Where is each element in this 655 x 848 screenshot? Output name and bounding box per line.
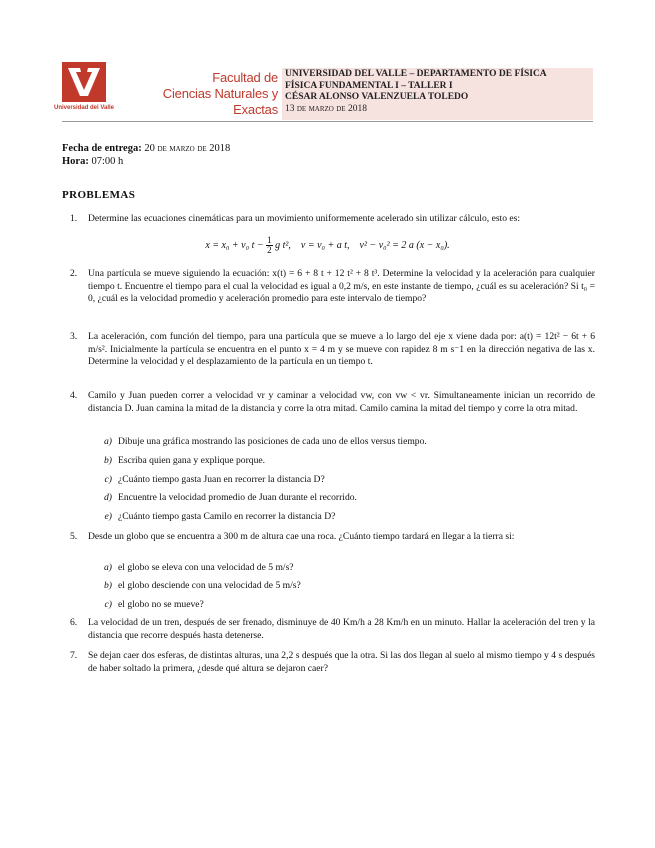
instructor-line: CÉSAR ALONSO VALENZUELA TOLEDO xyxy=(285,92,469,102)
course-line: FÍSICA FUNDAMENTAL I – TALLER I xyxy=(285,80,453,91)
problem-4b xyxy=(92,455,592,467)
problem-number: 6. xyxy=(70,617,78,628)
item-letter: c) xyxy=(104,474,112,485)
faculty-name xyxy=(118,70,278,118)
item-letter: a) xyxy=(104,562,112,573)
problem-number: 1. xyxy=(70,213,78,224)
problem-5c xyxy=(92,599,592,611)
item-text: ¿Cuánto tiempo gasta Juan en recorrer la distancia D? xyxy=(118,474,325,485)
problem-4 xyxy=(70,390,595,415)
problem-text: Determine las ecuaciones cinemáticas para un movimiento uniformemente acelerado sin utilizar cálculo, esto es: xyxy=(88,213,521,224)
section-title: PROBLEMAS xyxy=(62,189,136,201)
problem-1 xyxy=(70,213,595,226)
header-box xyxy=(282,68,593,120)
problem-text: Una partícula se mueve siguiendo la ecuación: x(t) = 6 + 8 t + 12 t² + 8 t³. Determine la velocidad y la aceleración para cualquier tiempo t. Encuentre el tiempo para el cual la velocidad es igual a 0,2 m/s, en este instante de tiempo, ¿cuál es su aceleración? Si t₀ = 0, ¿cuál es la velocidad promedio y aceleración promedio para este intervalo de tiempo? xyxy=(88,268,595,305)
problem-6 xyxy=(70,617,595,642)
problem-number: 3. xyxy=(70,331,78,342)
eq-position-post: g t², xyxy=(275,239,291,251)
due-label: Fecha de entrega: xyxy=(62,143,142,154)
problem-text: Desde un globo que se encuentra a 300 m de altura cae una roca. ¿Cuánto tiempo tardará en llegar a la tierra si: xyxy=(88,531,515,542)
problem-4c xyxy=(92,474,592,486)
item-text: el globo desciende con una velocidad de 5 m/s? xyxy=(118,580,301,591)
problem-5 xyxy=(70,531,595,544)
item-letter: e) xyxy=(104,511,112,522)
problem-number: 7. xyxy=(70,650,78,661)
item-text: ¿Cuánto tiempo gasta Camilo en recorrer la distancia D? xyxy=(118,511,336,522)
problem-4e xyxy=(92,511,592,523)
frac-den: 2 xyxy=(267,245,272,255)
item-letter: b) xyxy=(104,580,112,591)
item-text: Encuentre la velocidad promedio de Juan durante el recorrido. xyxy=(118,492,357,503)
university-logo xyxy=(53,62,115,118)
item-letter: a) xyxy=(104,436,112,447)
date-line: 13 de marzo de 2018 xyxy=(285,103,367,114)
logo-text: Universidad del Valle xyxy=(53,105,115,111)
eq-velocity: v = v₀ + a t, xyxy=(300,239,350,251)
problem-text: Camilo y Juan pueden correr a velocidad vr y caminar a velocidad vw, con vw < vr. Simultaneamente inician un recorrido de distancia D. Juan camina la mitad de la distancia y corre la otra mitad. Camilo camina la mitad del tiempo y corre la otra mitad. xyxy=(88,390,595,414)
item-text: el globo se eleva con una velocidad de 5 m/s? xyxy=(118,562,294,573)
problem-text: Se dejan caer dos esferas, de distintas alturas, una 2,2 s después que la otra. Si las dos llegan al suelo al mismo tiempo y 4 s después de haber soltado la primera, ¿desde qué altura se dejaron caer? xyxy=(88,650,595,674)
problem-number: 4. xyxy=(70,390,78,401)
item-letter: c) xyxy=(104,599,112,610)
time-label: Hora: xyxy=(62,156,89,167)
problem-number: 2. xyxy=(70,268,78,279)
eq-position-pre: x = x₀ + v₀ t − xyxy=(205,239,264,251)
item-text: Escriba quien gana y explique porque. xyxy=(118,455,266,466)
problem-text: La aceleración, com función del tiempo, para una partícula que se mueve a lo largo del eje x viene dada por: a(t) = 12t² − 6t + 6 m/s². Inicialmente la partícula se encuentra en el punto x = 4 m y se mueve con rapidez 8 m s⁻1 en la dirección negativa de las x. Determine la velocidad y el desplazamiento de la partícula en un tiempo t. xyxy=(88,331,595,368)
time-value: 07:00 h xyxy=(91,156,124,167)
problem-2 xyxy=(70,268,595,306)
faculty-line2: Ciencias Naturales y Exactas xyxy=(162,86,278,117)
item-text: el globo no se mueve? xyxy=(118,599,204,610)
header-rule xyxy=(62,121,593,122)
problem-number: 5. xyxy=(70,531,78,542)
fraction-half xyxy=(266,236,273,255)
problem-text: La velocidad de un tren, después de ser frenado, disminuye de 40 Km/h a 28 Km/h en un minuto. Hallar la aceleración del tren y la distancia que recorre después hasta detenerse. xyxy=(88,617,595,641)
problem-5a xyxy=(92,562,592,574)
item-letter: b) xyxy=(104,455,112,466)
kinematic-equations xyxy=(62,236,593,255)
faculty-line1: Facultad de xyxy=(212,70,278,85)
problem-5b xyxy=(92,580,592,592)
frac-num: 1 xyxy=(267,235,272,245)
item-text: Dibuje una gráfica mostrando las posiciones de cada uno de ellos versus tiempo. xyxy=(118,436,427,447)
problem-4a xyxy=(92,436,592,448)
delivery-info xyxy=(62,142,230,168)
due-value: 20 de marzo de 2018 xyxy=(144,143,231,154)
eq-torricelli: v² − v₀² = 2 a (x − x₀). xyxy=(359,239,450,251)
problem-7 xyxy=(70,650,595,675)
item-letter: d) xyxy=(104,492,112,503)
university-line: UNIVERSIDAD DEL VALLE – DEPARTAMENTO DE FÍSICA xyxy=(285,69,547,79)
problem-3 xyxy=(70,331,595,369)
problem-4d xyxy=(92,492,592,504)
